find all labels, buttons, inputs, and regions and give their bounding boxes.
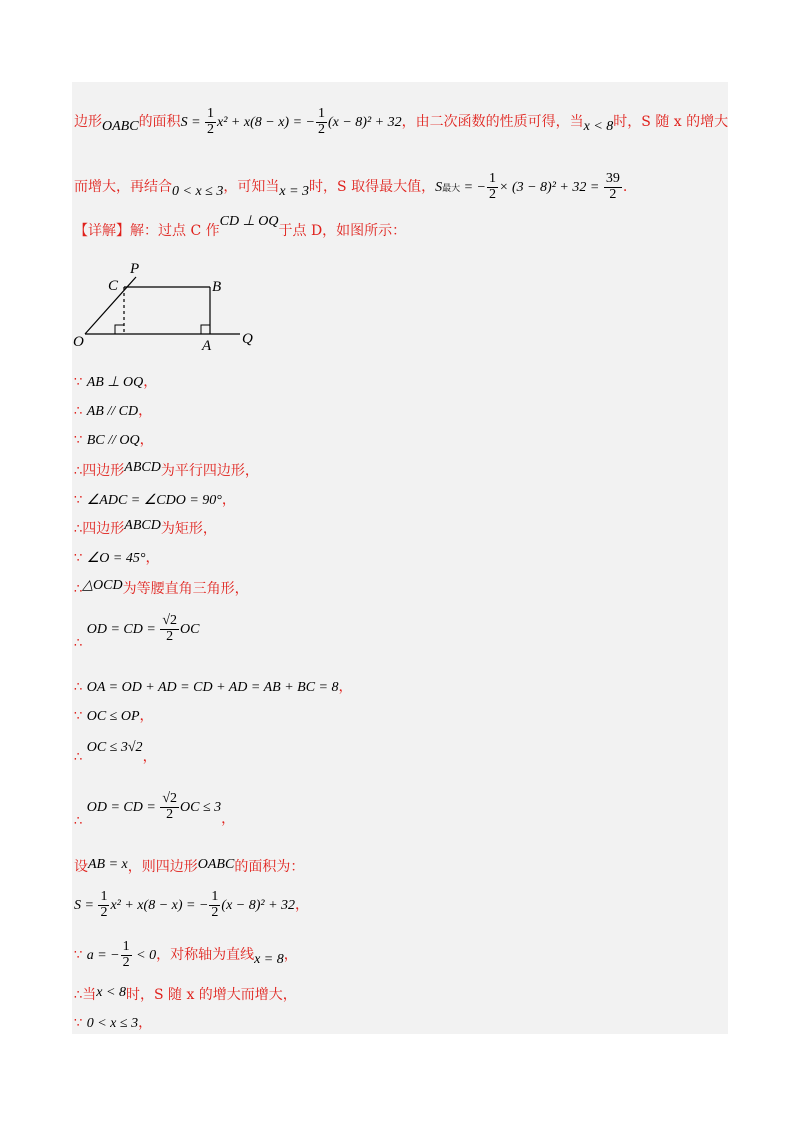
text-fragment: ，由二次函数的性质可得，当: [401, 114, 584, 131]
because-symbol: ∵: [74, 948, 83, 964]
text-fragment: 当: [82, 987, 97, 1003]
text-fragment: 时，S 随 x 的增大而增大，: [125, 987, 297, 1003]
math-expression: < 0: [132, 948, 157, 964]
math-expression: x² + x(8 − x) = −: [217, 115, 315, 131]
therefore-symbol: ∴: [74, 988, 83, 1003]
math-expression: OD = CD =: [86, 800, 160, 816]
fraction-numerator: 1: [122, 939, 130, 954]
step-16: [74, 940, 298, 970]
text-fragment: ，: [138, 1015, 153, 1031]
fraction-denominator: 2: [609, 186, 617, 202]
text-fragment: ，: [139, 708, 154, 724]
math-expression: x² + x(8 − x) = −: [110, 898, 209, 914]
math-expression: △OCD: [82, 578, 123, 593]
text-line-1: [74, 107, 728, 137]
fraction: [209, 890, 220, 920]
fraction-denominator: 2: [317, 121, 325, 137]
math-expression: ∠ADC = ∠CDO = 90°: [86, 493, 222, 508]
label-a: A: [202, 338, 212, 354]
step-2: [74, 404, 152, 419]
math-expression: OD = CD =: [86, 622, 160, 638]
step-12: [74, 740, 157, 765]
therefore-symbol: ∴: [74, 680, 83, 695]
therefore-symbol: ∴: [74, 522, 83, 537]
fraction-numerator: 1: [207, 106, 215, 121]
fraction: [487, 172, 498, 202]
step-7: [74, 551, 159, 566]
text-fragment: ，: [138, 403, 153, 419]
math-expression: AB = x: [88, 857, 128, 872]
math-expression: OABC: [197, 857, 235, 872]
text-fragment: 为平行四边形，: [160, 463, 259, 479]
math-expression: ABCD: [124, 518, 161, 533]
text-fragment: ，: [142, 749, 157, 765]
text-fragment: 为等腰直角三角形，: [122, 581, 249, 597]
text-fragment: ，: [295, 897, 310, 914]
text-fragment: ，: [338, 679, 353, 695]
fraction-numerator: 1: [211, 889, 219, 904]
fraction-numerator: 39: [605, 171, 620, 186]
therefore-symbol: ∴: [74, 464, 83, 479]
label-c: C: [108, 278, 119, 294]
math-expression: OA = OD + AD = CD + AD = AB + BC = 8: [86, 680, 339, 695]
math-expression: = −: [460, 180, 486, 196]
step-11: [74, 709, 154, 724]
step-8: [74, 578, 249, 597]
because-symbol: ∵: [74, 709, 83, 724]
math-symbol: S: [435, 180, 443, 196]
fraction: [160, 792, 179, 822]
step-4: [74, 460, 259, 479]
step-14: [74, 857, 305, 875]
fraction-denominator: 2: [122, 954, 130, 970]
fraction-numerator: √2: [162, 791, 177, 806]
text-fragment: ，: [221, 811, 236, 828]
text-line-3: [74, 214, 407, 239]
text-fragment: ，对称轴为直线: [156, 947, 255, 964]
math-expression: OC ≤ OP: [86, 709, 140, 724]
because-symbol: ∵: [74, 551, 83, 566]
text-line-2: [74, 172, 627, 202]
fraction: [604, 172, 622, 202]
math-expression: BC // OQ: [86, 433, 140, 448]
math-expression: x < 8: [583, 119, 614, 135]
step-3: [74, 433, 154, 448]
text-fragment: ，: [283, 947, 298, 964]
fraction-denominator: 2: [166, 628, 174, 644]
fraction-denominator: 2: [166, 806, 174, 822]
therefore-symbol: ∴: [74, 582, 83, 597]
math-expression: (x − 8)² + 32: [221, 898, 296, 914]
math-expression: AB ⊥ OQ: [86, 375, 144, 390]
math-subscript: 最大: [442, 183, 461, 194]
text-fragment: ，: [221, 492, 236, 508]
therefore-symbol: ∴: [74, 404, 83, 419]
text-fragment: 的面积: [138, 114, 181, 131]
text-fragment: 【详解】解：过点 C 作: [74, 223, 220, 239]
step-17: [74, 985, 297, 1003]
label-o: O: [73, 334, 84, 350]
text-fragment: ，可知当: [223, 179, 280, 196]
step-1: [74, 375, 157, 390]
text-fragment: 边形: [74, 114, 102, 131]
because-symbol: ∵: [74, 375, 83, 390]
text-fragment: 设: [74, 859, 88, 875]
step-13: [74, 791, 236, 830]
math-expression: S =: [180, 115, 205, 131]
math-expression: AB // CD: [86, 404, 139, 419]
text-fragment: 而增大，再结合: [74, 179, 172, 196]
because-symbol: ∵: [74, 493, 83, 508]
text-fragment: ，则四边形: [127, 859, 198, 875]
step-5: [74, 493, 236, 508]
math-expression: 0 < x ≤ 3: [172, 184, 224, 200]
fraction: [98, 890, 109, 920]
fraction-numerator: 1: [489, 171, 496, 186]
text-fragment: 四边形: [82, 521, 125, 537]
math-expression: OC ≤ 3: [180, 800, 222, 816]
math-expression: x < 8: [96, 985, 126, 1000]
step-10: [74, 680, 353, 695]
math-expression: (x − 8)² + 32: [327, 115, 402, 131]
text-fragment: ，: [139, 432, 154, 448]
label-b: B: [212, 279, 222, 295]
text-fragment: 的面积为：: [234, 859, 305, 875]
because-symbol: ∵: [74, 433, 83, 448]
fraction: [160, 614, 179, 644]
math-expression: OC: [180, 622, 200, 638]
fraction-numerator: 1: [317, 106, 325, 121]
fraction-denominator: 2: [211, 904, 219, 920]
fraction: [316, 107, 327, 137]
step-15: [74, 890, 309, 920]
fraction: [121, 940, 132, 970]
label-p: P: [130, 261, 140, 277]
fraction-denominator: 2: [100, 904, 108, 920]
math-quadrilateral-name: OABC: [102, 119, 139, 135]
geometry-figure: [70, 255, 270, 355]
text-fragment: 时，S 取得最大值，: [309, 179, 436, 196]
text-fragment: 于点 D，如图所示：: [278, 223, 407, 239]
math-expression: 0 < x ≤ 3: [86, 1016, 139, 1031]
math-expression: x = 8: [254, 952, 284, 968]
because-symbol: ∵: [74, 1016, 83, 1031]
text-fragment: .: [622, 179, 628, 196]
right-angle-mark-a: [201, 325, 210, 334]
text-fragment: 为矩形，: [160, 521, 217, 537]
fraction-denominator: 2: [207, 121, 215, 137]
text-fragment: 四边形: [82, 463, 125, 479]
therefore-symbol: ∴: [74, 750, 83, 765]
math-expression: S =: [74, 898, 98, 914]
fraction-numerator: 1: [100, 889, 108, 904]
therefore-symbol: ∴: [74, 814, 83, 830]
math-expression: CD ⊥ OQ: [219, 214, 279, 229]
text-fragment: 时，S 随 x 的增大: [613, 114, 729, 131]
fraction-denominator: 2: [489, 186, 496, 202]
math-expression: OC ≤ 3√2: [86, 740, 143, 755]
fraction: [205, 107, 216, 137]
step-9: [74, 613, 200, 652]
fraction-numerator: √2: [162, 613, 177, 628]
right-angle-mark-d: [115, 325, 124, 334]
math-expression: a = −: [86, 948, 120, 964]
label-q: Q: [242, 331, 253, 347]
math-expression: ABCD: [124, 460, 161, 475]
text-fragment: ，: [143, 374, 158, 390]
step-6: [74, 518, 217, 537]
math-expression: × (3 − 8)² + 32 =: [499, 180, 603, 196]
math-expression: x = 3: [279, 184, 310, 200]
text-fragment: ，: [145, 550, 160, 566]
math-expression: ∠O = 45°: [86, 551, 146, 566]
step-18: [74, 1016, 152, 1031]
therefore-symbol: ∴: [74, 636, 83, 652]
